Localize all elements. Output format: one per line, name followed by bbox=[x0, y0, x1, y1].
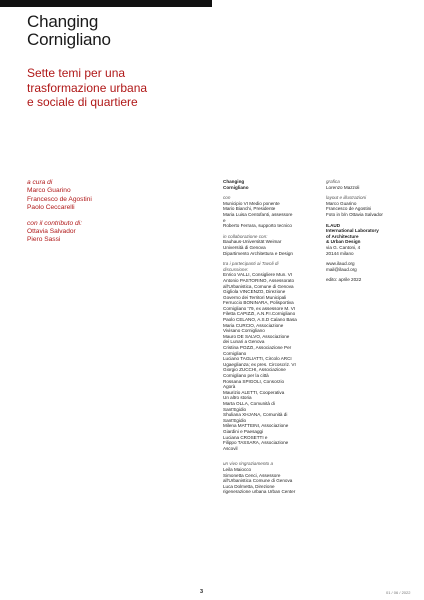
credit-line: Luciano TAGLIATTI, Circolo ARCI bbox=[223, 356, 292, 362]
credit-line: Giardini e Paesaggi bbox=[223, 428, 264, 434]
credit-line: discussione: bbox=[223, 266, 249, 272]
credit-line: Leila Maiocco bbox=[223, 466, 252, 472]
title-line-1: Changing bbox=[27, 12, 99, 31]
page-number: 3 bbox=[200, 589, 204, 595]
credit-line: layout e illustrazioni bbox=[326, 195, 367, 201]
credit-line: Milena MATTEINI, Associazione bbox=[223, 423, 289, 429]
credit-line: Mauro DE SALVO, Associazione bbox=[223, 333, 290, 339]
credit-line: 20144 milano bbox=[326, 250, 354, 256]
credit-line: Cornigliano '79, ex assessore M. VI bbox=[223, 305, 296, 311]
credit-line: Cornigliano per la città bbox=[223, 373, 269, 378]
credit-line: Mario Bianchi, Presidente bbox=[223, 206, 276, 212]
credit-line: Gigliola VINCENZO, Direzione bbox=[223, 289, 286, 295]
credit-line: Ferruccio BONINARA, Polisportiva bbox=[223, 300, 294, 306]
contributor-name: Piero Sassi bbox=[27, 236, 61, 244]
page-subtitle bbox=[27, 66, 147, 110]
credit-line: Maurizio ALETTI, Cooperativa bbox=[223, 389, 285, 395]
credit-line: Marco Guarino bbox=[326, 200, 357, 206]
credit-line: Foto in b/n Ottavia Salvador bbox=[326, 211, 383, 217]
credit-line: tra i partecipanti ai Tavoli di bbox=[223, 261, 279, 267]
credit-line: in collaborazione con: bbox=[223, 233, 268, 239]
contributor-name: Ottavia Salvador bbox=[27, 228, 76, 236]
credit-line: Sant'Egidio bbox=[223, 406, 247, 412]
credit-line: Maria Luisa Centofanti, assessore bbox=[223, 211, 293, 217]
editors-label: a cura di bbox=[27, 179, 53, 186]
credit-line: Ascovil bbox=[223, 445, 238, 451]
credit-line: grafica bbox=[326, 179, 340, 184]
credit-line: of Architecture bbox=[326, 233, 359, 239]
credit-line: Bauhaus-Universität Weimar bbox=[223, 239, 282, 245]
credit-line: Cornigliano bbox=[223, 350, 247, 356]
print-code: 01 / 06 / 2022 bbox=[386, 590, 411, 595]
credit-line: Maria CURCIO, Associazione bbox=[223, 322, 284, 328]
editors-block bbox=[27, 179, 92, 245]
subtitle-line-3: e sociale di quartiere bbox=[27, 95, 138, 109]
credit-line: Luciana CROSETTI e bbox=[223, 434, 268, 440]
credit-line: Simonetta Cenci, Assessore bbox=[223, 472, 281, 478]
credit-line: Lorenzo Mazzoli bbox=[326, 184, 360, 190]
credit-line: rigenerazione urbana Urban Center bbox=[223, 489, 296, 495]
credit-line: via G. Cantoni, 4 bbox=[326, 244, 361, 250]
credit-line: Cornigliano bbox=[223, 184, 249, 190]
credit-line: Antonio PASTORINO, Assessorato bbox=[223, 277, 295, 283]
credit-line: un vivo ringraziamento a bbox=[223, 461, 274, 467]
credit-line: Governo dei Territori Municipali bbox=[223, 294, 287, 300]
credit-line: con bbox=[223, 195, 231, 201]
credit-line: www.ilaud.org bbox=[326, 261, 355, 267]
title-line-2: Cornigliano bbox=[27, 30, 111, 49]
credit-line: Filippo TASSARA, Associazione bbox=[223, 440, 289, 446]
subtitle-line-1: Sette temi per una bbox=[27, 66, 126, 80]
credit-line: Marta OLLA, Comunità di bbox=[223, 400, 275, 406]
credit-line: Municipio VI Medio ponente bbox=[223, 200, 280, 206]
credits-column-side bbox=[326, 179, 383, 283]
credit-line: Paolo CELANO, A.S.D Calano Basa bbox=[223, 317, 297, 323]
credit-line: Cristina POZZI, Associazione Per bbox=[223, 345, 292, 351]
credit-line: Ugaeglianza; ex pres. Circoscriz. VI bbox=[223, 361, 296, 367]
page-title bbox=[27, 13, 111, 49]
editor-name: Marco Guarino bbox=[27, 187, 71, 195]
editor-name: Paolo Ceccarelli bbox=[27, 204, 75, 212]
credit-line: ILAUD bbox=[326, 222, 341, 228]
editor-name: Francesco de Agostini bbox=[27, 195, 92, 203]
credit-line: Changing bbox=[223, 179, 245, 184]
credit-line: Sant'Egidio bbox=[223, 417, 247, 423]
credit-line: Francesco de Agostini bbox=[326, 206, 372, 212]
credit-line: Giorgio ZUCCHI, Associazione bbox=[223, 367, 286, 373]
credit-line: Luca Dolmetta, Direzione bbox=[223, 483, 275, 489]
credit-line: e bbox=[223, 217, 226, 223]
contributors-label: con il contributo di: bbox=[27, 219, 82, 227]
credit-line: Un altro storia bbox=[223, 395, 252, 401]
credits-column-main bbox=[223, 179, 297, 495]
credit-line: dei Lunari a Genova bbox=[223, 339, 265, 345]
credit-line: Enrico VALLI, Consigliere Mun. VI bbox=[223, 272, 293, 278]
subtitle-line-2: trasformazione urbana bbox=[27, 80, 148, 95]
credit-line: all'Urbanistica, Comune di Genova bbox=[223, 283, 294, 289]
credit-line: Shuliana XHJANA, Comunità di bbox=[223, 412, 288, 418]
credit-line: Agorà bbox=[223, 384, 236, 390]
credit-line: Università di Genova bbox=[223, 244, 266, 250]
credit-line: Filetta CAPIZZI, A.N.P.I.Cornigliano bbox=[223, 311, 296, 317]
credit-line: Rossana SPIGOLI, Consorzio bbox=[223, 378, 285, 384]
credit-line: Roberto Ferrara, supporto tecnico bbox=[223, 223, 292, 229]
credit-line: International Laboratory bbox=[326, 228, 379, 234]
credit-line: mail@ilaud.org bbox=[326, 266, 357, 272]
credit-line: Vivisano Cornigliano bbox=[223, 328, 265, 334]
credit-line: Dipartimento Architettura e Design bbox=[223, 250, 293, 256]
top-black-bar bbox=[0, 0, 212, 7]
credit-line: edito: aprile 2022 bbox=[326, 277, 362, 283]
credit-line: all'Urbanistica Comune di Genova bbox=[223, 478, 293, 484]
credit-line: & Urban Design bbox=[326, 239, 361, 245]
